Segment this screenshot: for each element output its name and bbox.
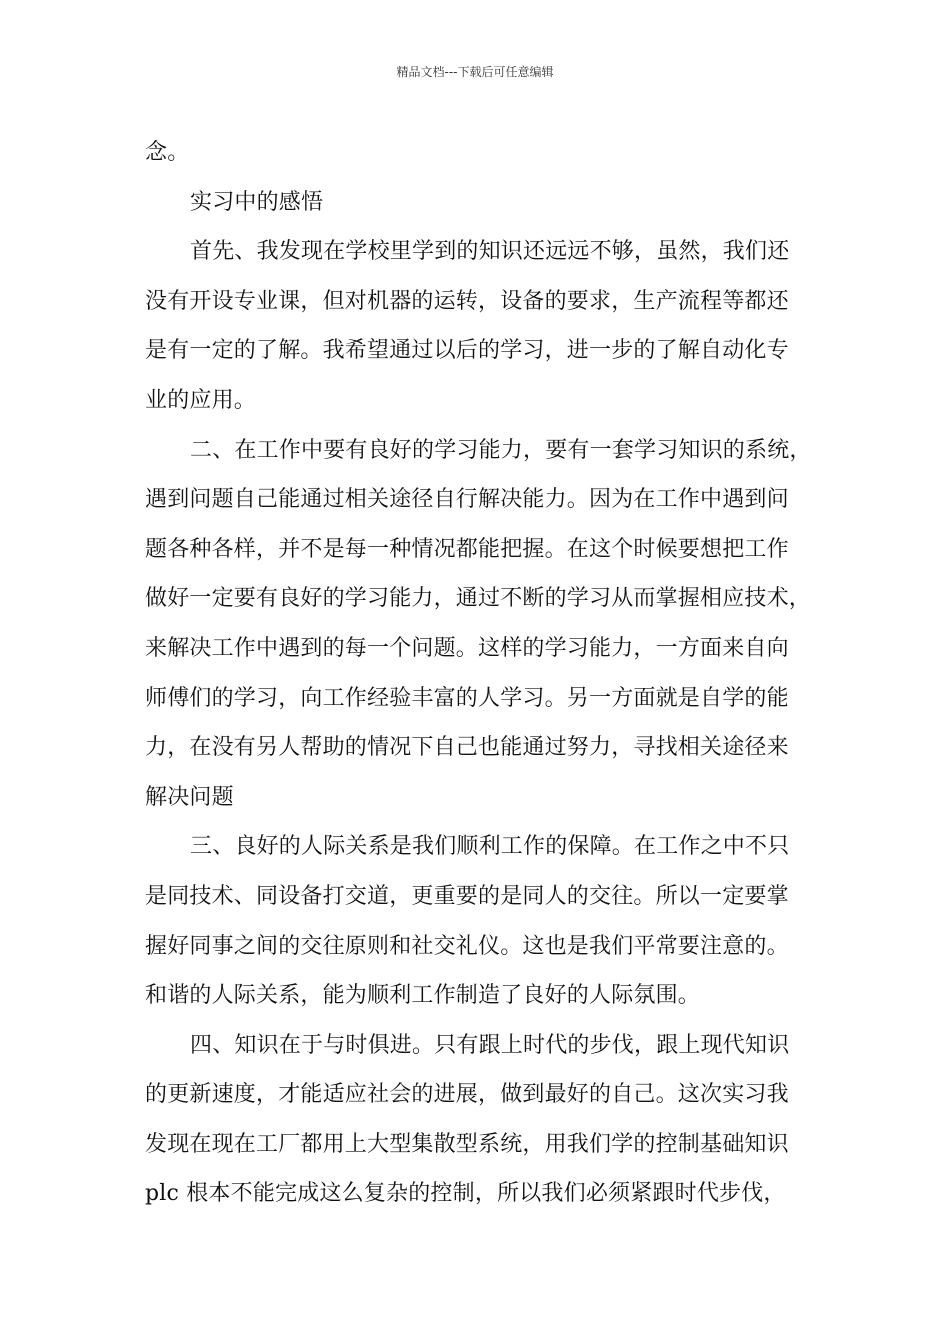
text-line: plc 根本不能完成这么复杂的控制，所以我们必须紧跟时代步伐， — [145, 1181, 786, 1207]
document-body — [145, 128, 812, 1219]
text-line: 的更新速度，才能适应社会的进展，做到最好的自己。这次实习我 — [145, 1082, 789, 1108]
text-line: 力，在没有另人帮助的情况下自己也能通过努力，寻找相关途径来 — [145, 735, 789, 761]
text-line: 和谐的人际关系，能为顺利工作制造了良好的人际氛围。 — [145, 983, 701, 1009]
text-line: 握好同事之间的交往原则和社交礼仪。这也是我们平常要注意的。 — [145, 933, 789, 959]
text-line: 发现在现在工厂都用上大型集散型系统，用我们学的控制基础知识 — [145, 1131, 789, 1157]
text-line: 解决问题 — [145, 784, 234, 810]
text-line: 念。 — [145, 140, 190, 165]
page-header: 精品文档---下载后可任意编辑 — [396, 65, 554, 79]
text-line: 三、良好的人际关系是我们顺利工作的保障。在工作之中不只 — [190, 834, 790, 860]
text-line: 没有开设专业课，但对机器的运转，设备的要求，生产流程等都还 — [145, 288, 789, 314]
text-line: 是有一定的了解。我希望通过以后的学习，进一步的了解自动化专 — [145, 338, 789, 364]
text-line: 四、知识在于与时俱进。只有跟上时代的步伐，跟上现代知识 — [190, 1032, 790, 1058]
text-line: 师傅们的学习，向工作经验丰富的人学习。另一方面就是自学的能 — [145, 685, 789, 711]
text-line: 业的应用。 — [145, 387, 257, 413]
text-line: 遇到问题自己能通过相关途径自行解决能力。因为在工作中遇到问 — [145, 487, 789, 513]
text-line: 题各种各样，并不是每一种情况都能把握。在这个时候要想把工作 — [145, 536, 789, 562]
text-line: 是同技术、同设备打交道，更重要的是同人的交往。所以一定要掌 — [145, 883, 789, 909]
text-line: 二、在工作中要有良好的学习能力，要有一套学习知识的系统， — [190, 437, 812, 463]
text-line: 来解决工作中遇到的每一个问题。这样的学习能力，一方面来自向 — [145, 635, 789, 661]
text-line: 实习中的感悟 — [190, 189, 324, 215]
text-line: 做好一定要有良好的学习能力，通过不断的学习从而掌握相应技术， — [145, 586, 812, 612]
text-line: 首先、我发现在学校里学到的知识还远远不够，虽然，我们还 — [190, 239, 790, 265]
